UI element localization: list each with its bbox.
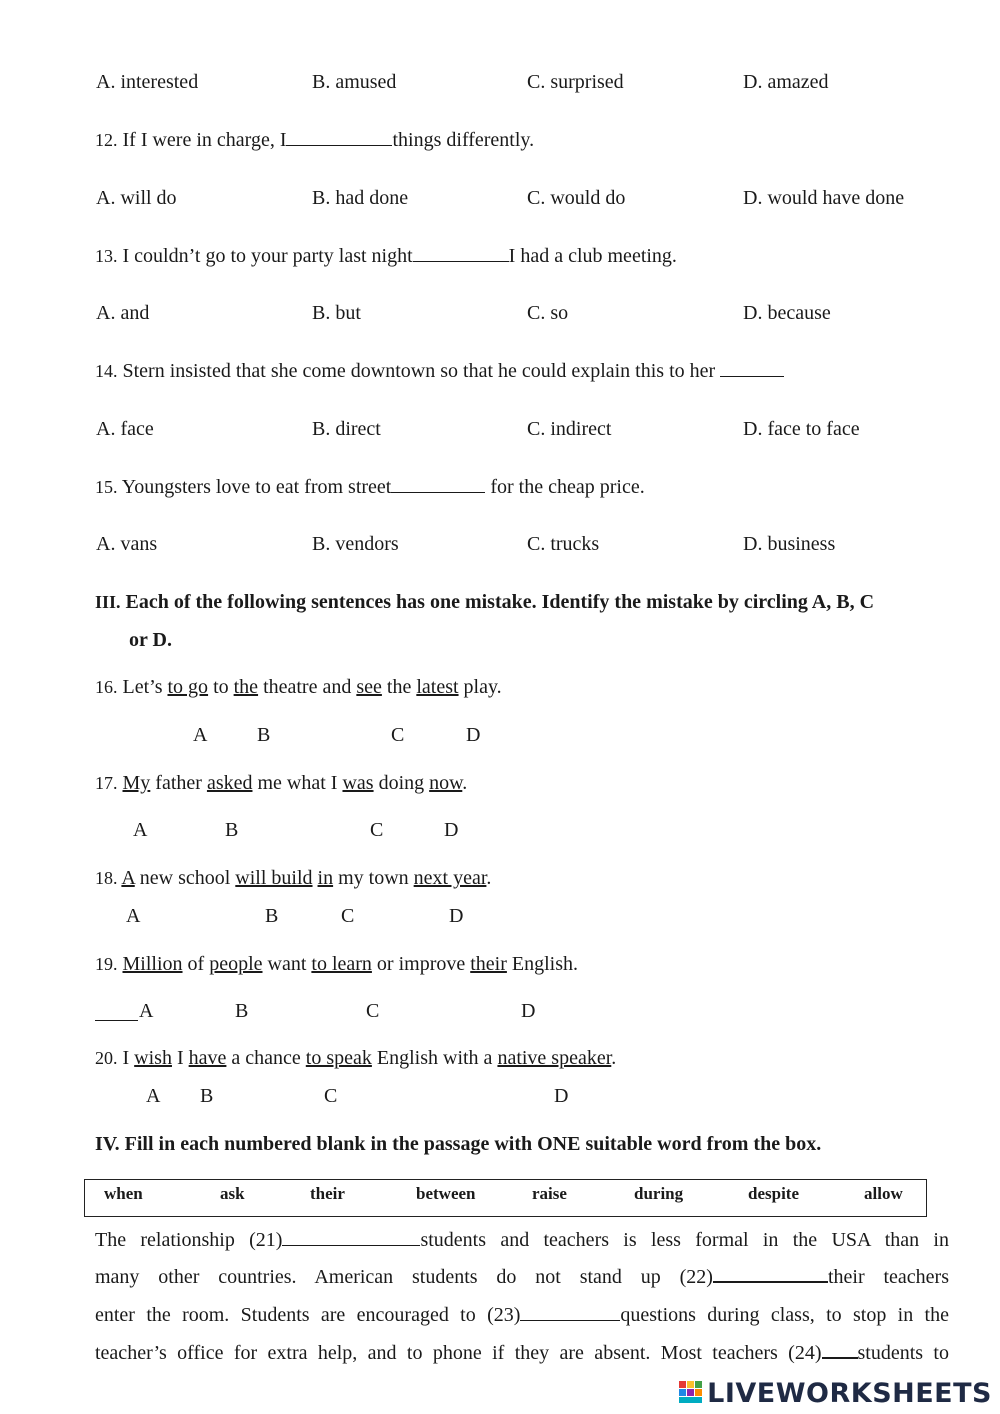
q17-letter-d[interactable]: D [444, 819, 459, 841]
liveworksheets-logo [679, 1376, 992, 1410]
question-text-end: for the cheap price. [490, 476, 645, 498]
q20-letter-a[interactable]: A [146, 1085, 161, 1107]
underlined-part-d[interactable]: now [429, 772, 463, 794]
word-box-item: when [104, 1184, 143, 1203]
q13-option-b[interactable]: B. but [312, 302, 361, 324]
text: to [213, 676, 229, 698]
question-20 [95, 1047, 616, 1070]
passage-line-3 [95, 1304, 949, 1327]
question-number: 13. [95, 246, 118, 266]
question-number: 12. [95, 130, 118, 150]
q19-letter-a[interactable]: A [139, 1000, 154, 1022]
q12-option-d[interactable]: D. would have done [743, 187, 905, 209]
text: play. [463, 676, 502, 698]
answer-blank[interactable] [413, 260, 509, 262]
q20-letter-b[interactable]: B [200, 1085, 214, 1107]
q16-letter-a[interactable]: A [193, 724, 208, 746]
text: students to [857, 1342, 949, 1364]
text: want [267, 953, 307, 975]
q11-option-d[interactable]: D. amazed [743, 71, 829, 93]
question-text: Youngsters love to eat from street [121, 476, 392, 498]
q15-option-c[interactable]: C. trucks [527, 533, 600, 555]
q18-letter-d[interactable]: D [449, 905, 464, 927]
underlined-part-b[interactable]: have [188, 1047, 227, 1069]
section-instructions: Each of the following sentences has one mistake. Identify the mistake by circling A, B, C [125, 591, 875, 613]
text: questions during class, to stop in the [620, 1304, 949, 1326]
underlined-part-d[interactable]: their [470, 953, 507, 975]
q14-option-d[interactable]: D. face to face [743, 418, 860, 440]
text: Let’s [122, 676, 163, 698]
question-number: 16. [95, 677, 118, 697]
underlined-part-a[interactable]: Million [122, 953, 183, 975]
word-box [84, 1179, 927, 1217]
question-16 [95, 676, 502, 699]
text: many other countries. American students do not stand up (22) [95, 1266, 713, 1288]
q11-option-a[interactable]: A. interested [96, 71, 199, 93]
q19-letter-c[interactable]: C [366, 1000, 380, 1022]
question-number: 15. [95, 477, 118, 497]
q12-option-b[interactable]: B. had done [312, 187, 409, 209]
word-box-item: raise [532, 1184, 567, 1203]
section-label: III. [95, 592, 121, 612]
q20-letter-d[interactable]: D [554, 1085, 569, 1107]
section-4-heading: IV. Fill in each numbered blank in the passage with ONE suitable word from the box. [95, 1133, 822, 1155]
text: a chance [231, 1047, 301, 1069]
blank-22[interactable] [713, 1280, 828, 1283]
q14-option-a[interactable]: A. face [96, 418, 154, 440]
q16-letter-d[interactable]: D [466, 724, 481, 746]
word-box-item: ask [220, 1184, 245, 1203]
underlined-part-d[interactable]: native speaker [497, 1047, 612, 1069]
text: doing [378, 772, 425, 794]
text: English with a [376, 1047, 493, 1069]
q15-option-d[interactable]: D. business [743, 533, 836, 555]
q17-letter-c[interactable]: C [370, 819, 384, 841]
section-3-heading [95, 591, 874, 614]
question-19 [95, 953, 578, 976]
text: me what I [257, 772, 338, 794]
text: . [486, 867, 492, 889]
passage-line-2 [95, 1266, 949, 1289]
underlined-part-a[interactable]: to go [167, 676, 209, 698]
underlined-part-d[interactable]: next year [413, 867, 487, 889]
underlined-part-a[interactable]: A [121, 867, 135, 889]
text: . [611, 1047, 617, 1069]
logo-text: LIVEWORKSHEETS [707, 1377, 992, 1409]
q18-letter-a[interactable]: A [126, 905, 141, 927]
text: I [176, 1047, 184, 1069]
question-text-end: things differently. [392, 129, 535, 151]
text: new school [139, 867, 231, 889]
underlined-part-d[interactable]: latest [416, 676, 459, 698]
q11-option-c[interactable]: C. surprised [527, 71, 624, 93]
question-number: 14. [95, 361, 118, 381]
q15-option-b[interactable]: B. vendors [312, 533, 399, 555]
word-box-item: despite [748, 1184, 799, 1203]
section-3-heading-cont: or D. [129, 629, 172, 651]
underlined-part-c[interactable]: was [342, 772, 374, 794]
text: teacher’s office for extra help, and to phone if they are absent. Most teachers (24) [95, 1342, 822, 1364]
text: English. [511, 953, 579, 975]
q12-option-c[interactable]: C. would do [527, 187, 626, 209]
underlined-part-c[interactable]: to speak [305, 1047, 372, 1069]
text: I [122, 1047, 130, 1069]
text: father [155, 772, 202, 794]
question-text: If I were in charge, I [122, 129, 287, 151]
text: of [187, 953, 205, 975]
q14-option-b[interactable]: B. direct [312, 418, 381, 440]
text: teachers [883, 1266, 949, 1288]
text: or improve [376, 953, 466, 975]
underlined-part-c[interactable]: see [356, 676, 382, 698]
q17-letter-b[interactable]: B [225, 819, 239, 841]
underlined-part-b[interactable]: the [233, 676, 259, 698]
word-box-item: allow [864, 1184, 903, 1203]
question-12 [95, 129, 534, 152]
passage-line-4 [95, 1342, 949, 1365]
underlined-part-b[interactable]: will build [235, 867, 313, 889]
q13-option-d[interactable]: D. because [743, 302, 831, 324]
q14-option-c[interactable]: C. indirect [527, 418, 612, 440]
question-text: Stern insisted that she come downtown so that he could explain this to her [122, 360, 716, 382]
question-15 [95, 476, 645, 499]
underlined-part-c[interactable]: in [317, 867, 334, 889]
underlined-part-a[interactable]: My [122, 772, 151, 794]
word-box-item: during [634, 1184, 684, 1203]
text: their [827, 1266, 865, 1288]
word-box-item: their [310, 1184, 345, 1203]
q16-letter-b[interactable]: B [257, 724, 271, 746]
q17-letter-a[interactable]: A [133, 819, 148, 841]
text: The relationship (21) [95, 1229, 283, 1251]
underlined-part-b[interactable]: people [209, 953, 263, 975]
text: the [386, 676, 412, 698]
question-text: I couldn’t go to your party last night [122, 245, 413, 267]
text: my town [338, 867, 409, 889]
underlined-part-c[interactable]: to learn [311, 953, 372, 975]
text: theatre and [263, 676, 352, 698]
q12-option-a[interactable]: A. will do [96, 187, 177, 209]
blank-21[interactable] [282, 1244, 420, 1246]
logo-icon [679, 1381, 703, 1405]
text: . [462, 772, 468, 794]
question-13 [95, 245, 677, 268]
question-number: 17. [95, 773, 118, 793]
q13-option-c[interactable]: C. so [527, 302, 569, 324]
q19-letter-b[interactable]: B [235, 1000, 249, 1022]
question-18 [95, 867, 491, 890]
q16-letter-c[interactable]: C [391, 724, 405, 746]
answer-blank[interactable] [286, 144, 392, 146]
passage-line-1 [95, 1229, 949, 1252]
q19-letter-d[interactable]: D [521, 1000, 536, 1022]
underlined-part-a[interactable]: wish [134, 1047, 172, 1069]
question-17 [95, 772, 467, 795]
q18-letter-c[interactable]: C [341, 905, 355, 927]
question-number: 20. [95, 1048, 118, 1068]
text: enter the room. Students are encouraged to (23) [95, 1304, 521, 1326]
answer-blank[interactable] [391, 491, 485, 493]
q11-option-b[interactable]: B. amused [312, 71, 397, 93]
word-box-item: between [416, 1184, 476, 1203]
q18-letter-b[interactable]: B [265, 905, 279, 927]
question-text-end: I had a club meeting. [508, 245, 677, 267]
answer-blank[interactable] [720, 375, 784, 377]
blank-23[interactable] [520, 1319, 620, 1321]
answer-blank[interactable] [95, 1019, 138, 1021]
underlined-part-b[interactable]: asked [206, 772, 253, 794]
text: students and teachers is less formal in the USA than in [420, 1229, 949, 1251]
q15-option-a[interactable]: A. vans [96, 533, 158, 555]
question-number: 19. [95, 954, 118, 974]
q13-option-a[interactable]: A. and [96, 302, 150, 324]
question-number: 18. [95, 868, 118, 888]
q20-letter-c[interactable]: C [324, 1085, 338, 1107]
question-14 [95, 360, 784, 383]
blank-24[interactable] [822, 1356, 858, 1359]
